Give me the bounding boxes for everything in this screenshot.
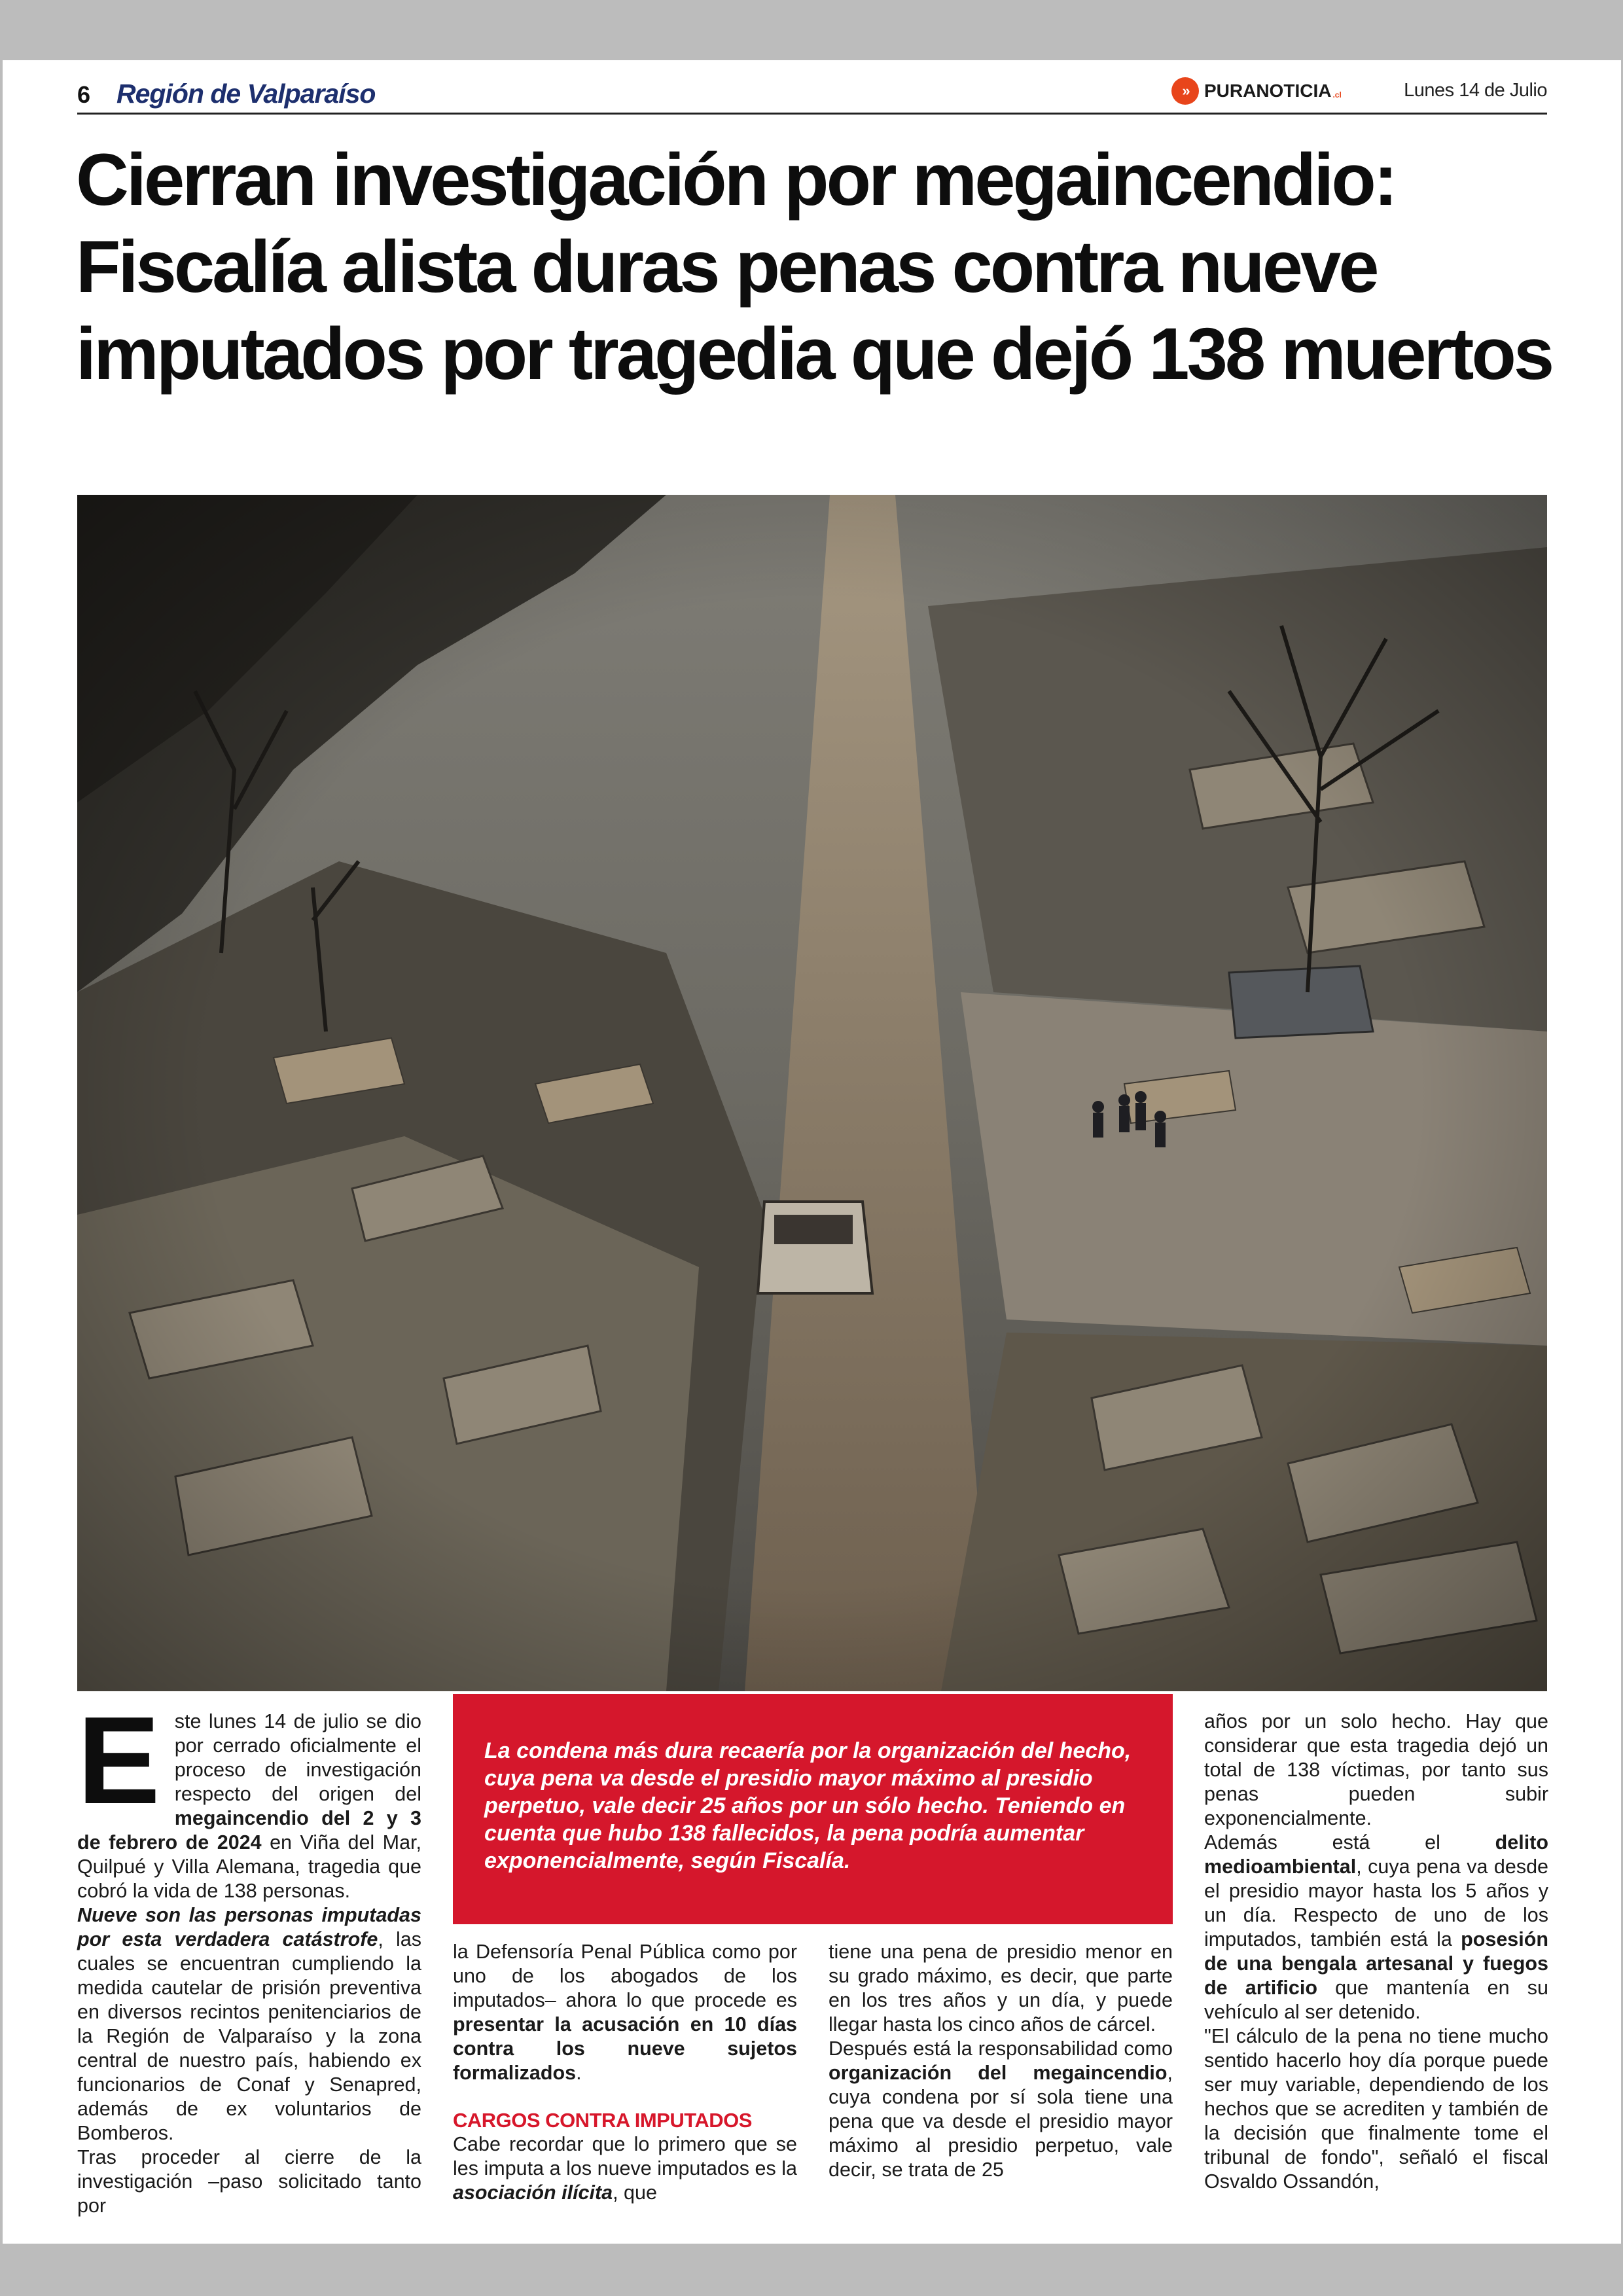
- logo-suffix: .cl: [1332, 90, 1342, 99]
- article-column-1: [77, 1691, 421, 2218]
- drop-cap: E: [77, 1691, 160, 1830]
- aerial-fire-damage-photo: [77, 495, 1547, 1691]
- article-paragraph: [1204, 1831, 1548, 2024]
- text-run: , que: [613, 2181, 657, 2204]
- article-paragraph: [829, 2037, 1173, 2182]
- text-run: en Viña del Mar, Quilpué y Villa Alemana, tragedia que cobró la vida de 138 personas.: [77, 1831, 421, 1902]
- header-divider: [77, 113, 1547, 115]
- article-paragraph: [77, 1903, 421, 2145]
- text-run-bold-italic: Nueve son las personas imputadas por esta verdadera catástrofe: [77, 1904, 421, 1950]
- article-paragraph: años por un solo hecho. Hay que considerar que esta tragedia dejó un total de 138 víctimas, por tanto sus penas pueden subir exponencialmente.: [1204, 1710, 1548, 1829]
- text-run-bold: presentar la acusación en 10 días contra los nueve sujetos formalizados: [453, 2013, 797, 2084]
- text-run: , las cuales se encuentran cumpliendo la medida cautelar de prisión preventiva en diversos recintos penitenciarios de la Región de Valparaíso y la zona central de nuestro país, habiendo ex funcionarios de Conaf y Senapred, además de ex voluntarios de Bomberos.: [77, 1928, 421, 2144]
- logo-arrows-icon: »: [1171, 77, 1199, 105]
- text-run: Cabe recordar que lo primero que se les imputa a los nueve imputados es la: [453, 2133, 797, 2179]
- text-run: .: [576, 2062, 582, 2084]
- page-number: 6: [77, 81, 91, 108]
- article-column-2: [453, 1940, 797, 2205]
- puranoticia-logo[interactable]: [1171, 77, 1342, 105]
- text-run: Después está la responsabilidad como: [829, 2037, 1173, 2060]
- text-run: Además está el: [1204, 1831, 1495, 1854]
- pull-quote-box: [453, 1694, 1173, 1924]
- article-column-3: [829, 1940, 1173, 2182]
- article-paragraph: [453, 1940, 797, 2085]
- article-column-4: [1204, 1710, 1548, 2194]
- text-run: que mantenía en su vehículo al ser detenido.: [1204, 1977, 1548, 2023]
- pull-quote-text: La condena más dura recaería por la organización del hecho, cuya pena va desde el presidio mayor máximo al presidio perpetuo, vale decir 25 años por un sólo hecho. Teniendo en cuenta que hubo 138 fallecidos, la pena podría aumentar exponencialmente, según Fiscalía.: [484, 1738, 1132, 1873]
- article-paragraph: tiene una pena de presidio menor en su grado máximo, es decir, que parte en los tres años y un día, y puede llegar hasta los cinco años de cárcel.: [829, 1941, 1173, 2036]
- text-run-bold: delito medioambiental: [1204, 1831, 1548, 1878]
- text-run-bold: organización del megaincendio: [829, 2062, 1168, 2084]
- text-run: ste lunes 14 de julio se dio por cerrado oficialmente el proceso de investigación respecto del origen del: [174, 1710, 421, 1805]
- text-run-bold: megaincendio del 2 y 3 de febrero de 2024: [77, 1807, 421, 1854]
- section-title: Región de Valparaíso: [116, 79, 376, 109]
- text-run: la Defensoría Penal Pública como por uno de los abogados de los imputados– ahora lo que procede es: [453, 1941, 797, 2011]
- article-paragraph: [453, 2132, 797, 2205]
- logo-text: PURANOTICIA: [1204, 81, 1332, 101]
- text-run: , cuya pena va desde el presidio mayor hasta los 5 años y un día. Respecto de uno de los imputados, también está la: [1204, 1856, 1548, 1950]
- article-paragraph: Tras proceder al cierre de la investigación –paso solicitado tanto por: [77, 2146, 421, 2217]
- issue-date: Lunes 14 de Julio: [1404, 80, 1547, 101]
- headline: Cierran investigación por megaincendio: Fiscalía alista duras penas contra nueve imputados por tragedia que dejó 138 muertos: [76, 139, 1552, 395]
- section-subhead: CARGOS CONTRA IMPUTADOS: [453, 2109, 752, 2132]
- text-run: , cuya condena por sí sola tiene una pena que va desde el presidio mayor máximo al presidio perpetuo, vale decir, se trata de 25: [829, 2062, 1173, 2181]
- text-run-bold: posesión de una bengala artesanal y fuegos de artificio: [1204, 1928, 1548, 1999]
- article-paragraph: "El cálculo de la pena no tiene mucho sentido hacerlo hoy día porque puede ser muy variable, dependiendo de los hechos que se acrediten y también de la decisión que finalmente tome el tribunal de fondo", señaló el fiscal Osvaldo Ossandón,: [1204, 2025, 1548, 2193]
- text-run-bold-italic: asociación ilícita: [453, 2181, 613, 2204]
